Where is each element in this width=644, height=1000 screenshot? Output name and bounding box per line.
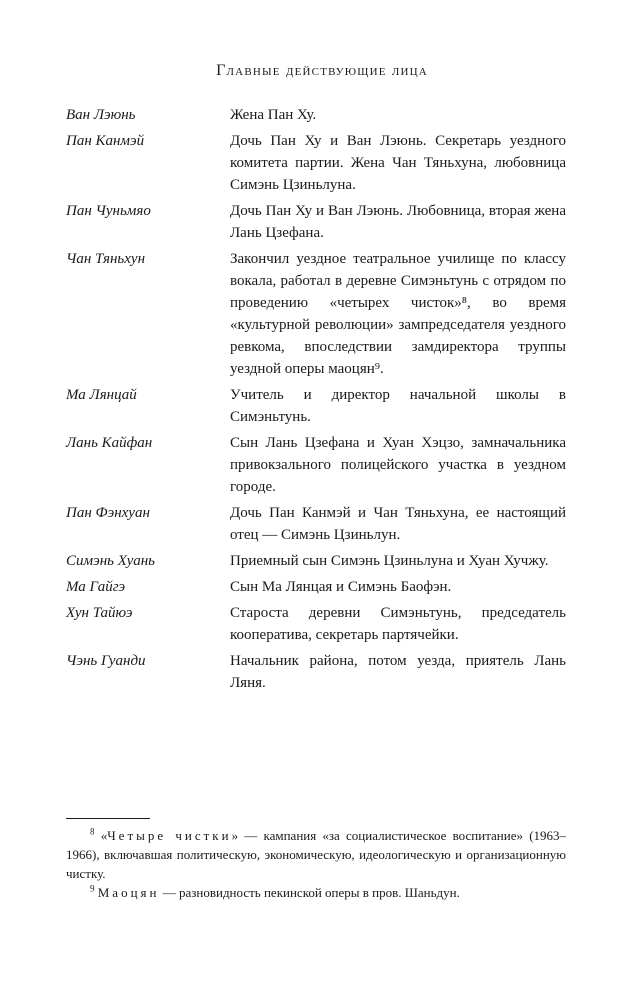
cast-entry <box>66 602 566 646</box>
character-description: Закончил уездное театральное училище по классу вокала, работал в деревне Симэньтунь с отрядом по проведению «четырех чисток»⁸, во время «культурной революции» зампредседателя уездного ревкома, впоследствии замдиректора труппы уездной оперы маоцян⁹. <box>230 251 566 377</box>
footnote-term: Маоцян <box>97 885 160 900</box>
character-name: Ма Лянцай <box>66 387 137 403</box>
cast-entry <box>66 576 566 598</box>
character-description: Староста деревни Симэньтунь, председатель кооператива, секретарь партячейки. <box>230 605 566 643</box>
character-name: Пан Чуньмяо <box>66 203 151 219</box>
character-name: Ма Гайгэ <box>66 579 126 595</box>
character-name: Симэнь Хуань <box>66 553 155 569</box>
character-description: Дочь Пан Ху и Ван Лэюнь. Любовница, вторая жена Лань Цзефана. <box>230 203 566 241</box>
footnote-term: Четыре чистки <box>107 828 232 843</box>
character-name: Хун Тайюэ <box>66 605 133 621</box>
cast-entry <box>66 502 566 546</box>
footnote-divider <box>66 818 150 819</box>
cast-entry <box>66 550 566 572</box>
cast-entry <box>66 248 566 380</box>
character-description: Сын Лань Цзефана и Хуан Хэцзо, замначальника привокзального полицейского участка в уездном городе. <box>230 435 566 495</box>
character-description: Сын Ма Лянцая и Симэнь Баофэн. <box>230 579 452 595</box>
cast-entry <box>66 384 566 428</box>
character-name: Чан Тяньхун <box>66 251 146 267</box>
footnotes <box>66 826 566 902</box>
character-name: Ван Лэюнь <box>66 107 136 123</box>
character-description: Дочь Пан Канмэй и Чан Тяньхуна, ее настоящий отец — Симэнь Цзиньлун. <box>230 505 566 543</box>
cast-entry <box>66 650 566 694</box>
footnote-text: — разновидность пекинской оперы в пров. Шаньдун. <box>159 885 460 900</box>
cast-entry <box>66 104 566 126</box>
character-name: Лань Кайфан <box>66 435 153 451</box>
character-name: Пан Фэнхуан <box>66 505 150 521</box>
cast-entry <box>66 432 566 498</box>
character-description: Дочь Пан Ху и Ван Лэюнь. Секретарь уездного комитета партии. Жена Чан Тяньхуна, любовница Симэнь Цзиньлуна. <box>230 133 566 193</box>
character-name: Чэнь Гуанди <box>66 653 146 669</box>
character-description: Приемный сын Симэнь Цзиньлуна и Хуан Хучжу. <box>230 553 549 569</box>
character-description: Жена Пан Ху. <box>230 107 317 123</box>
character-description: Начальник района, потом уезда, приятель Лань Ляня. <box>230 653 566 691</box>
cast-entry <box>66 130 566 196</box>
cast-entry <box>66 200 566 244</box>
footnote-text: — кампания «за социалистическое воспитание» (1963–1966), включавшая политическую, экономическую, идеологическую и организационную чистку. <box>66 828 567 881</box>
footnote <box>66 883 566 902</box>
footnote-mark: 8 <box>90 826 95 837</box>
character-name: Пан Канмэй <box>66 133 145 149</box>
footnote-mark: 9 <box>90 883 95 894</box>
character-description: Учитель и директор начальной школы в Симэньтунь. <box>230 387 566 425</box>
cast-list <box>66 104 566 698</box>
footnote: $^8$ «Четыре чистки» — кампания «за социалистическое воспитание» (1963–1966), включавшая политическую, экономическую, идеологическую и организационную чистку. <box>66 826 567 881</box>
page-title: Главные действующие лица <box>216 62 428 79</box>
